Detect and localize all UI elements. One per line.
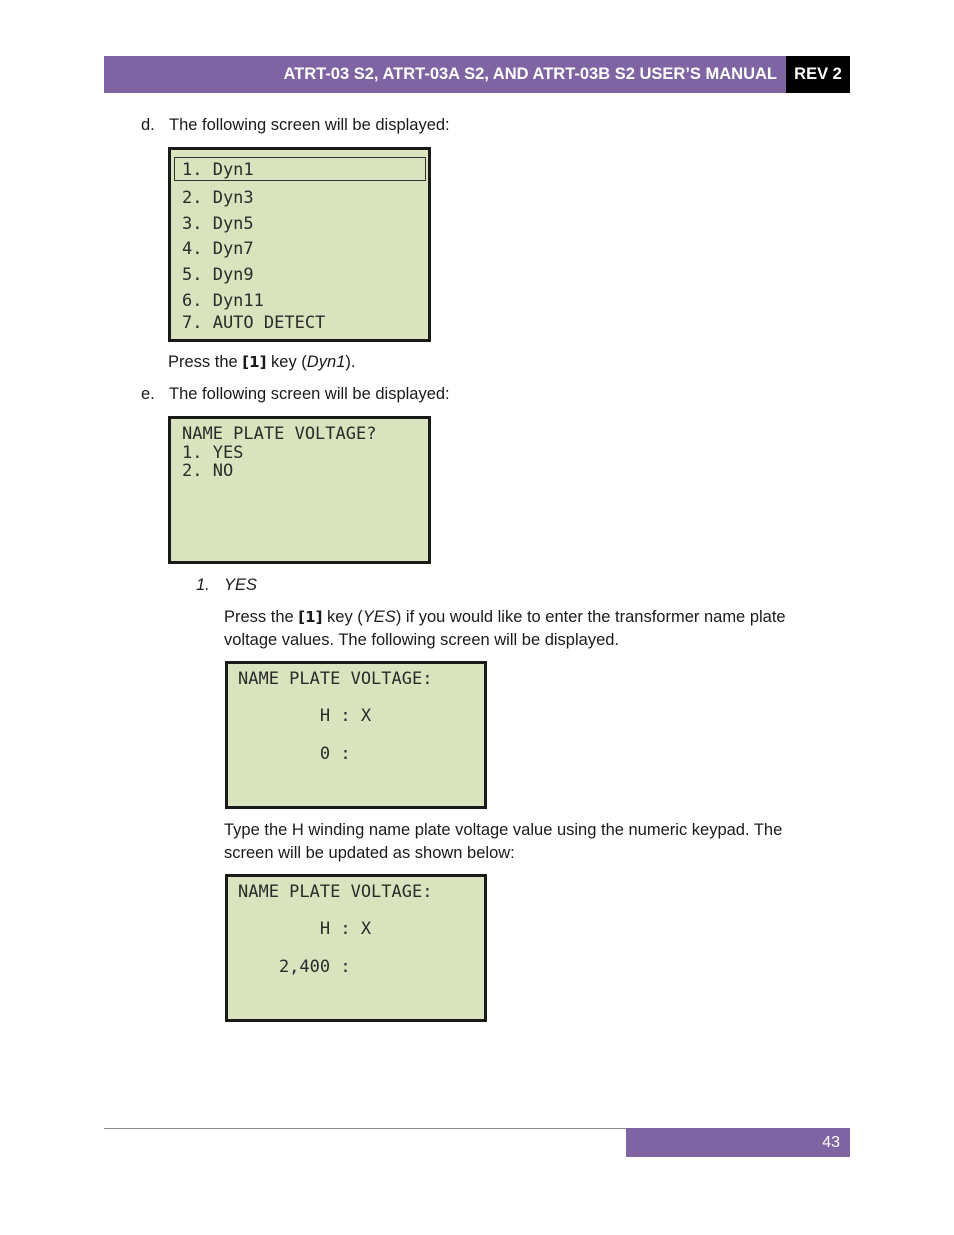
lcd-line: 6. Dyn11: [182, 291, 264, 311]
instruction-text: ).: [345, 353, 356, 371]
step-d-marker: d.: [141, 116, 155, 134]
lcd-line: 1. YES: [182, 443, 244, 463]
step-e-marker: e.: [141, 385, 155, 403]
lcd-line: 3. Dyn5: [182, 214, 254, 234]
footer-divider: [104, 1128, 626, 1129]
sub-item-1-label: YES: [224, 576, 258, 594]
lcd-line: H : X: [238, 706, 372, 726]
lcd-line: NAME PLATE VOLTAGE:: [238, 669, 433, 689]
manual-title: ATRT-03 S2, ATRT-03A S2, AND ATRT-03B S2 USER’S MANUAL: [283, 65, 777, 83]
header-bar: [104, 56, 850, 93]
instruction-text: key (: [322, 608, 363, 626]
revision-badge: REV 2: [786, 56, 850, 93]
option-name: Dyn1: [306, 353, 346, 371]
lcd-line: NAME PLATE VOLTAGE?: [182, 424, 377, 444]
instruction-text: Press the: [224, 608, 299, 626]
press-yes-instruction: [224, 606, 824, 652]
lcd-screen-vector-groups: [168, 147, 431, 342]
lcd-line: 5. Dyn9: [182, 265, 254, 285]
lcd-line: 7. AUTO DETECT: [182, 313, 326, 333]
instruction-text: key (: [266, 353, 307, 371]
lcd-line: 2. NO: [182, 461, 234, 481]
step-e-text: The following screen will be displayed:: [169, 385, 450, 403]
lcd-line: H : X: [238, 919, 372, 939]
lcd-line: NAME PLATE VOLTAGE:: [238, 882, 433, 902]
key-label: [1]: [298, 608, 323, 626]
press-dyn1-instruction: [168, 353, 355, 372]
instruction-text: ) if you would like to enter the transformer name plate voltage values. The following screen will be displayed.: [224, 608, 786, 649]
page-number: 43: [626, 1128, 850, 1157]
instruction-text: Press the: [168, 353, 243, 371]
option-name: YES: [362, 608, 396, 626]
sub-item-1-marker: 1.: [196, 576, 210, 594]
step-d-text: The following screen will be displayed:: [169, 116, 450, 134]
key-label: [1]: [242, 353, 267, 371]
lcd-screen-nameplate-voltage-updated: [225, 874, 487, 1022]
lcd-screen-nameplate-prompt: [168, 416, 431, 564]
lcd-screen-nameplate-voltage: [225, 661, 487, 809]
lcd-line: 1. Dyn1: [182, 160, 254, 180]
lcd-line: 2,400 :: [238, 957, 351, 977]
lcd-line: 0 :: [238, 744, 351, 764]
lcd-line: 4. Dyn7: [182, 239, 254, 259]
lcd-line: 2. Dyn3: [182, 188, 254, 208]
type-voltage-instruction: Type the H winding name plate voltage value using the numeric keypad. The screen will be updated as shown below:: [224, 821, 783, 862]
